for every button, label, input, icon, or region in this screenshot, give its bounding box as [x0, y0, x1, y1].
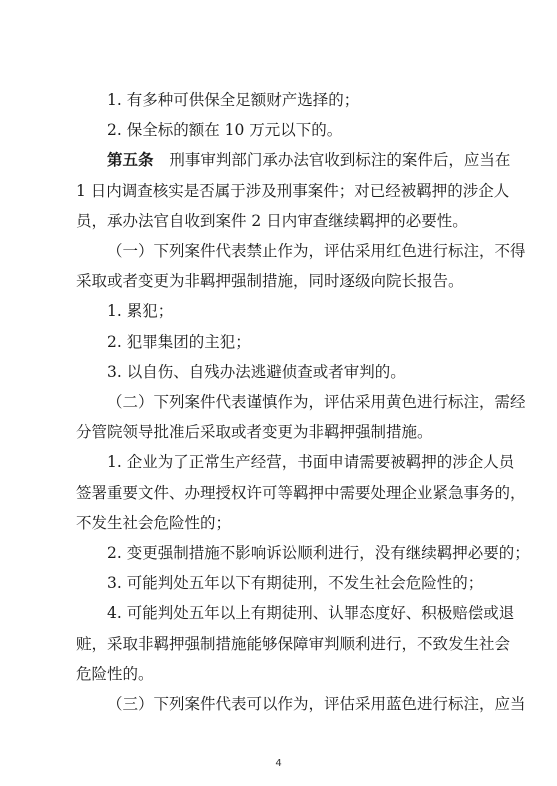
- text-line: 员，承办法官自收到案件 2 日内审查继续羁押的必要性。: [76, 211, 468, 230]
- text-line: 不发生社会危险性的；: [76, 513, 232, 532]
- text-line: （三）下列案件代表可以作为，评估采用蓝色进行标注，应当: [107, 695, 526, 713]
- text-line: 2. 犯罪集团的主犯；: [107, 332, 251, 351]
- text-line: 刑事审判部门承办法官收到标注的案件后，应当在: [169, 151, 511, 170]
- text-line: 赃，采取非羁押强制措施能够保障审判顺利进行，不致发生社会: [76, 634, 511, 653]
- text-line: 签署重要文件、办理授权许可等羁押中需要处理企业紧急事务的，: [76, 483, 526, 502]
- text-line: 1. 累犯；: [107, 302, 174, 321]
- text-line: 3. 以自伤、自残办法逃避侦查或者审判的。: [107, 362, 406, 381]
- page-number: 4: [275, 758, 282, 770]
- text-line: 分管院领导批准后采取或者变更为非羁押强制措施。: [76, 423, 433, 442]
- article-line: [107, 148, 510, 170]
- text-line: 3. 可能判处五年以下有期徒刑，不发生社会危险性的；: [107, 574, 484, 593]
- text-line: 1. 有多种可供保全足额财产选择的；: [107, 91, 360, 109]
- text-line: 采取或者变更为非羁押强制措施，同时逐级向院长报告。: [76, 272, 464, 291]
- article-label: 第五条: [107, 150, 154, 170]
- text-line: （二）下列案件代表谨慎作为，评估采用黄色进行标注，需经: [107, 393, 526, 411]
- text-line: 4. 可能判处五年以上有期徒刑、认罪态度好、积极赔偿或退: [107, 604, 515, 623]
- text-line: 危险性的。: [76, 664, 154, 683]
- text-line: 1 日内调查核实是否属于涉及刑事案件；对已经被羁押的涉企人: [76, 181, 510, 200]
- text-line: 2. 保全标的额在 10 万元以下的。: [107, 121, 343, 140]
- text-line: （一）下列案件代表禁止作为，评估采用红色进行标注，不得: [107, 242, 526, 260]
- text-line: 2. 变更强制措施不影响诉讼顺利进行，没有继续羁押必要的；: [107, 544, 530, 562]
- text-line: 1. 企业为了正常生产经营，书面申请需要被羁押的涉企人员: [107, 453, 515, 472]
